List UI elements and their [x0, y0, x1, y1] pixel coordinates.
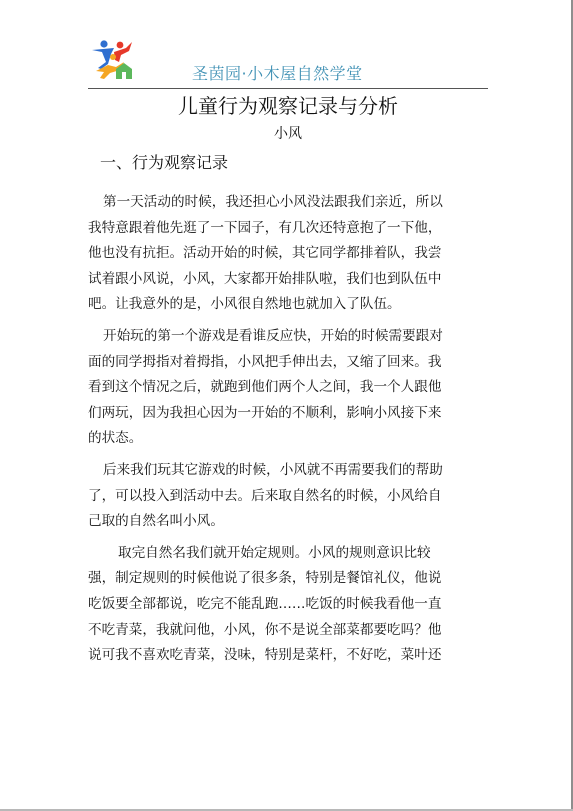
text-line: 我特意跟着他先逛了一下园子，有几次还特意抱了一下他，: [88, 219, 442, 236]
header-divider: [88, 88, 488, 89]
text-line: 取完自然名我们就开始定规则。小风的规则意识比较: [118, 544, 431, 561]
text-line: 第一天活动的时候，我还担心小风没法跟我们亲近，所以: [103, 194, 443, 210]
text-line: 吃饭要全部都说，吃完不能乱跑……吃饭的时候我看他一直: [88, 595, 442, 612]
text-line: 后来我们玩其它游戏的时候，小风就不再需要我们的帮助: [103, 461, 443, 478]
paragraph-1: [88, 190, 486, 318]
kindergarten-logo-icon: [88, 38, 134, 82]
header-title: 圣茵园·小木屋自然学堂: [192, 64, 363, 83]
paragraph-4: [88, 541, 486, 669]
text-line: 试着跟小风说，小风，大家都开始排队啦，我们也到队伍中: [88, 270, 442, 287]
text-line: 看到这个情况之后，就跑到他们两个人之间，我一个人跟他: [88, 379, 442, 396]
text-line: 说可我不喜欢吃青菜，没味，特别是菜杆，不好吃，菜叶还: [88, 647, 442, 664]
paragraph-3: [88, 458, 486, 535]
text-line: 们两玩，因为我担心因为一开始的不顺利，影响小风接下来: [88, 404, 442, 421]
section-heading: 一、行为观察记录: [100, 153, 229, 172]
text-line: 他也没有抗拒。活动开始的时候，其它同学都排着队，我尝: [88, 245, 442, 262]
text-line: 吧。让我意外的是，小风很自然地也就加入了队伍。: [88, 296, 401, 313]
text-line: 的状态。: [88, 430, 143, 447]
text-line: 了，可以投入到活动中去。后来取自然名的时候，小风给自: [88, 487, 442, 504]
document-body: [88, 190, 486, 675]
text-line: 开始玩的第一个游戏是看谁反应快，开始的时候需要跟对: [103, 327, 443, 344]
text-line: 不吃青菜，我就问他，小风，你不是说全部菜都要吃吗？他: [88, 621, 442, 638]
text-line: 强，制定规则的时候他说了很多条，特别是餐馆礼仪，他说: [88, 570, 442, 587]
paragraph-2: [88, 324, 486, 452]
text-line: 己取的自然名叫小风。: [88, 513, 224, 530]
document-author: 小风: [274, 126, 302, 142]
text-line: 面的同学拇指对着拇指，小风把手伸出去，又缩了回来。我: [88, 353, 442, 370]
document-title: 儿童行为观察记录与分析: [178, 94, 398, 118]
